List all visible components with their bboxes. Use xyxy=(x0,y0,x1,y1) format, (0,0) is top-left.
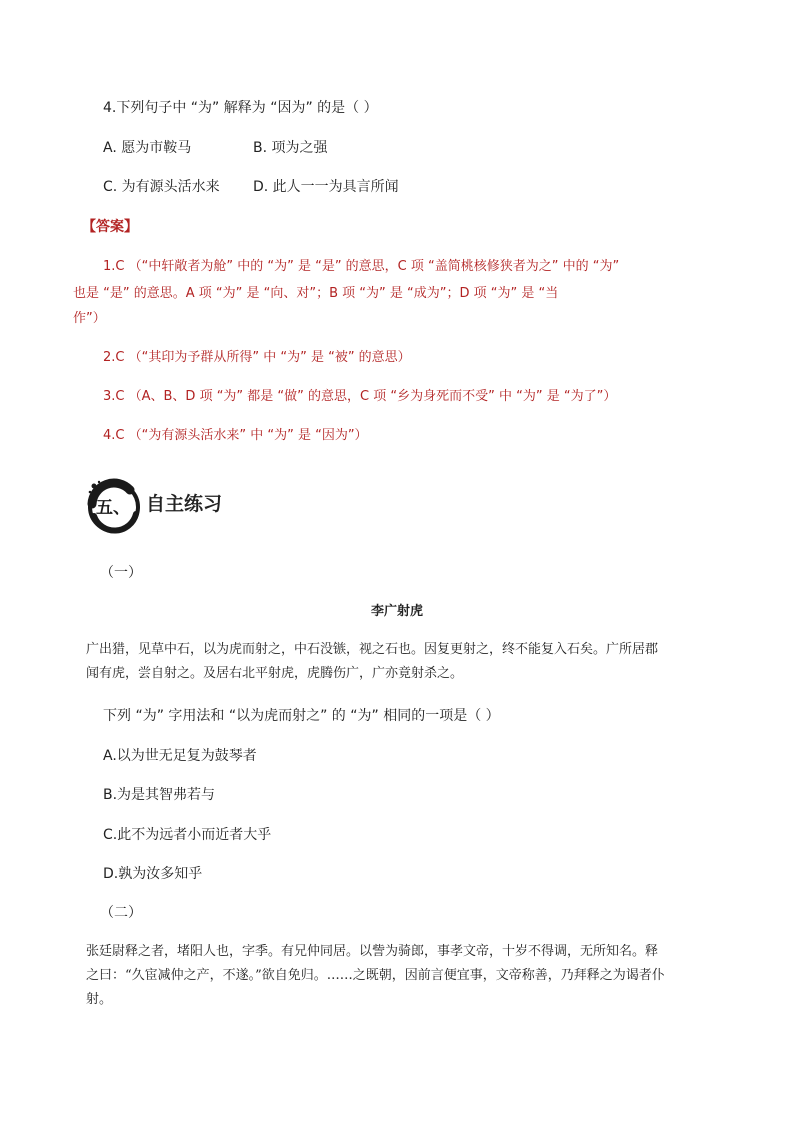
question-4-option-d: D. 此人一一为具言所闻 xyxy=(253,179,399,195)
part-1-option-c: C.此不为远者小而近者大乎 xyxy=(103,827,272,843)
question-4-stem: 4.下列句子中 “为” 解释为 “因为” 的是（ ） xyxy=(103,100,378,116)
part-1-option-a: A.以为世无足复为鼓琴者 xyxy=(103,748,257,764)
section-badge-icon xyxy=(84,478,140,534)
part-2-label: （二） xyxy=(100,905,142,921)
answer-1-line-3: 作”） xyxy=(73,311,106,326)
part-1-option-d: D.孰为汝多知乎 xyxy=(103,866,203,882)
part-1-option-b: B.为是其智弗若与 xyxy=(103,787,216,803)
passage-1-title: 李广射虎 xyxy=(370,604,423,619)
question-4-option-b: B. 项为之强 xyxy=(253,140,328,156)
question-4-option-c: C. 为有源头活水来 xyxy=(103,179,220,195)
answer-1-line-1: 1.C （“中轩敞者为舱” 中的 “为” 是 “是” 的意思，C 项 “盖简桃核修狭者为之” 中的 “为” xyxy=(103,259,620,274)
answer-1-line-2: 也是 “是” 的意思。A 项 “为” 是 “向、对”；B 项 “为” 是 “成为”；D 项 “为” 是 “当 xyxy=(73,286,559,301)
question-4-option-a: A. 愿为市鞍马 xyxy=(103,140,192,156)
part-1-question: 下列 “为” 字用法和 “以为虎而射之” 的 “为” 相同的一项是（ ） xyxy=(103,708,500,724)
answer-heading: 【答案】 xyxy=(82,219,138,235)
answer-3: 3.C （A、B、D 项 “为” 都是 “做” 的意思，C 项 “乡为身死而不受” 中 “为” 是 “为了”） xyxy=(103,389,617,404)
section-title: 自主练习 xyxy=(146,493,223,515)
passage-1-text: 广出猎，见草中石，以为虎而射之，中石没镞，视之石也。因复更射之，终不能复入石矣。广所居郡 闻有虎，尝自射之。及居右北平射虎，虎腾伤广，广亦竟射杀之。 xyxy=(86,642,659,681)
part-1-label: （一） xyxy=(100,565,142,581)
answer-2: 2.C （“其印为予群从所得” 中 “为” 是 “被” 的意思） xyxy=(103,350,411,365)
answer-4: 4.C （“为有源头活水来” 中 “为” 是 “因为”） xyxy=(103,428,368,443)
section-number: 五、 xyxy=(96,498,130,518)
passage-2-text: 张廷尉释之者，堵阳人也，字季。有兄仲同居。以訾为骑郎，事孝文帝，十岁不得调，无所知名。释 之曰：“久宦减仲之产，不遂。”欲自免归。……之既朝，因前言便宜事，文帝称善，乃拜释之为谒者仆 射。 xyxy=(86,944,665,1007)
